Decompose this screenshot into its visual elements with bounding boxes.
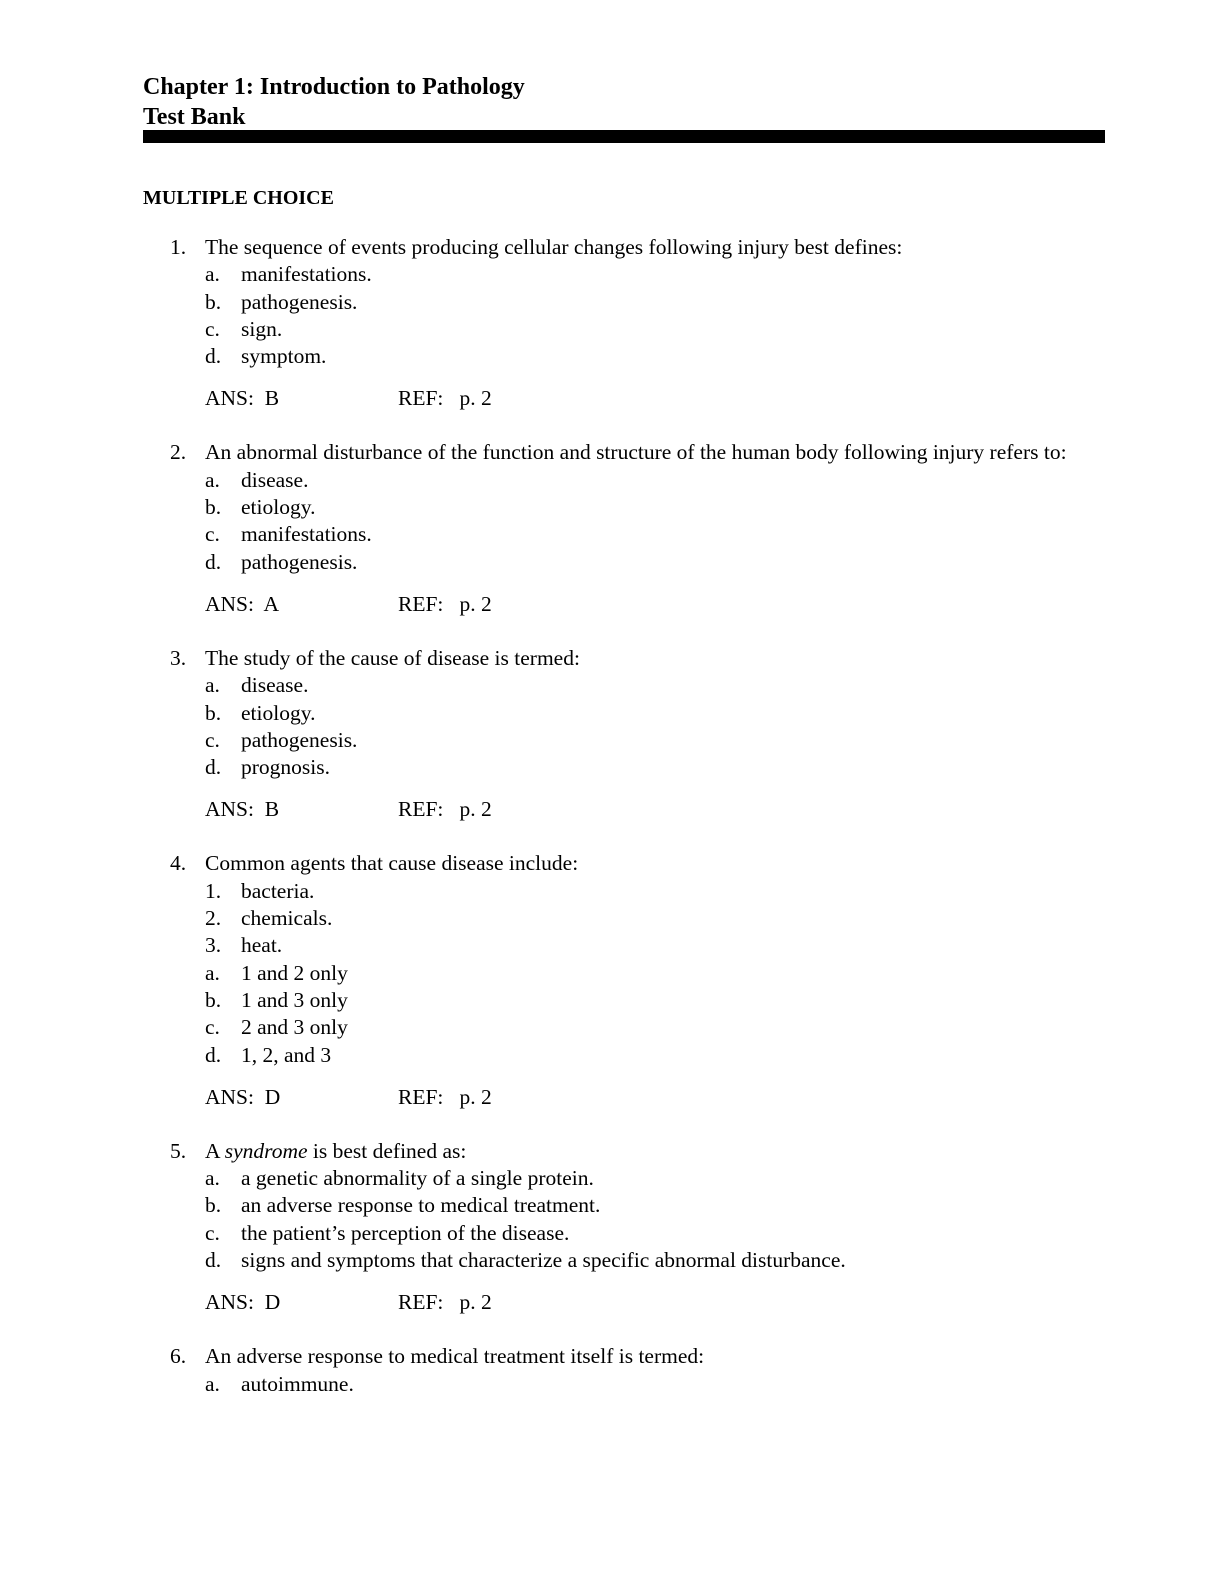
option-label: c. [205,1015,220,1040]
option-text: pathogenesis. [241,289,358,314]
option-text: 1, 2, and 3 [241,1042,332,1067]
question-number: 5. [170,1138,187,1163]
option-item [0,316,1224,343]
answer-line [0,385,1224,412]
item-text: chemicals. [241,906,333,931]
option-item [0,1220,1224,1247]
question-text: Common agents that cause disease include: [205,851,579,876]
question-2 [0,439,1224,617]
option-text: pathogenesis. [241,727,358,752]
question-number: 1. [170,235,187,259]
option-text: a genetic abnormality of a single protein. [241,1166,594,1191]
answer-key: ANS: A [205,591,280,616]
item-label: 2. [205,906,222,931]
question-text: The study of the cause of disease is termed: [205,645,580,670]
answer-line [0,591,1224,618]
question-number: 4. [170,851,187,876]
option-text: 2 and 3 only [241,1015,348,1040]
page-reference: REF: p. 2 [398,797,492,822]
option-text: symptom. [241,344,327,369]
numbered-item [0,905,1224,932]
option-item [0,727,1224,754]
option-text: manifestations. [241,262,372,287]
option-item [0,467,1224,494]
option-item [0,343,1224,370]
option-text: an adverse response to medical treatment. [241,1193,601,1218]
item-text: heat. [241,933,283,958]
chapter-title: Chapter 1: Introduction to Pathology [143,74,525,100]
header-rule [143,130,1105,143]
option-text: disease. [241,467,309,492]
option-text: autoimmune. [241,1371,354,1396]
option-label: a. [205,467,220,492]
option-label: d. [205,1042,222,1067]
option-item [0,1247,1224,1274]
option-text: manifestations. [241,522,372,547]
option-text: signs and symptoms that characterize a specific abnormal disturbance. [241,1248,846,1273]
option-label: d. [205,549,222,574]
page-reference: REF: p. 2 [398,1290,492,1315]
item-text: bacteria. [241,878,315,903]
option-text: the patient’s perception of the disease. [241,1220,570,1245]
option-item [0,987,1224,1014]
option-text: pathogenesis. [241,549,358,574]
option-label: c. [205,1220,220,1245]
page-reference: REF: p. 2 [398,386,492,411]
option-label: d. [205,755,222,780]
option-item [0,261,1224,288]
option-text: 1 and 3 only [241,987,348,1012]
option-text: etiology. [241,700,316,725]
question-3 [0,645,1224,823]
option-item [0,700,1224,727]
page-reference: REF: p. 2 [398,1084,492,1109]
option-item [0,1192,1224,1219]
section-heading: MULTIPLE CHOICE [143,187,334,209]
question-number: 3. [170,645,187,670]
option-item [0,1371,1224,1398]
question-stem [0,439,1224,466]
answer-line [0,796,1224,823]
question-text: An abnormal disturbance of the function and structure of the human body following injury refers to: [205,440,1067,465]
option-label: b. [205,987,222,1012]
option-item [0,754,1224,781]
option-item [0,1014,1224,1041]
question-stem [0,850,1224,877]
option-text: etiology. [241,495,316,520]
option-label: b. [205,700,222,725]
answer-key: ANS: B [205,386,280,411]
question-text-suffix: is best defined as: [307,1138,467,1163]
question-4 [0,850,1224,1110]
question-6 [0,1343,1224,1398]
option-item [0,672,1224,699]
answer-line [0,1289,1224,1316]
option-text: prognosis. [241,755,330,780]
option-label: a. [205,1371,220,1396]
page-title [143,72,525,132]
option-label: d. [205,344,222,369]
option-label: c. [205,522,220,547]
option-text: disease. [241,673,309,698]
item-label: 3. [205,933,222,958]
option-item [0,494,1224,521]
question-stem [0,1343,1224,1370]
option-item [0,289,1224,316]
option-item [0,1165,1224,1192]
question-stem [0,1138,1224,1165]
option-label: b. [205,1193,222,1218]
answer-key: ANS: B [205,797,280,822]
answer-key: ANS: D [205,1084,281,1109]
option-item [0,960,1224,987]
option-item [0,549,1224,576]
option-label: a. [205,960,220,985]
question-number: 6. [170,1344,187,1369]
page-reference: REF: p. 2 [398,591,492,616]
question-5 [0,1138,1224,1316]
question-text: An adverse response to medical treatment itself is termed: [205,1344,705,1369]
numbered-item [0,932,1224,959]
option-label: b. [205,495,222,520]
question-list [0,234,1224,1398]
option-text: 1 and 2 only [241,960,348,985]
option-label: c. [205,316,220,341]
option-label: a. [205,262,220,287]
question-text: The sequence of events producing cellular changes following injury best defines: [205,235,903,259]
question-stem [0,645,1224,672]
option-label: c. [205,727,220,752]
option-text: sign. [241,316,283,341]
answer-key: ANS: D [205,1290,281,1315]
option-item [0,1042,1224,1069]
question-term: syndrome [224,1138,308,1163]
option-label: a. [205,673,220,698]
answer-line [0,1084,1224,1111]
test-bank-subtitle: Test Bank [143,104,246,130]
item-label: 1. [205,878,222,903]
option-label: a. [205,1166,220,1191]
question-text-prefix: A [205,1138,225,1163]
option-item [0,521,1224,548]
option-label: b. [205,289,222,314]
numbered-item [0,878,1224,905]
question-number: 2. [170,440,187,465]
question-stem [0,234,1224,261]
option-label: d. [205,1248,222,1273]
question-1 [0,234,1224,412]
